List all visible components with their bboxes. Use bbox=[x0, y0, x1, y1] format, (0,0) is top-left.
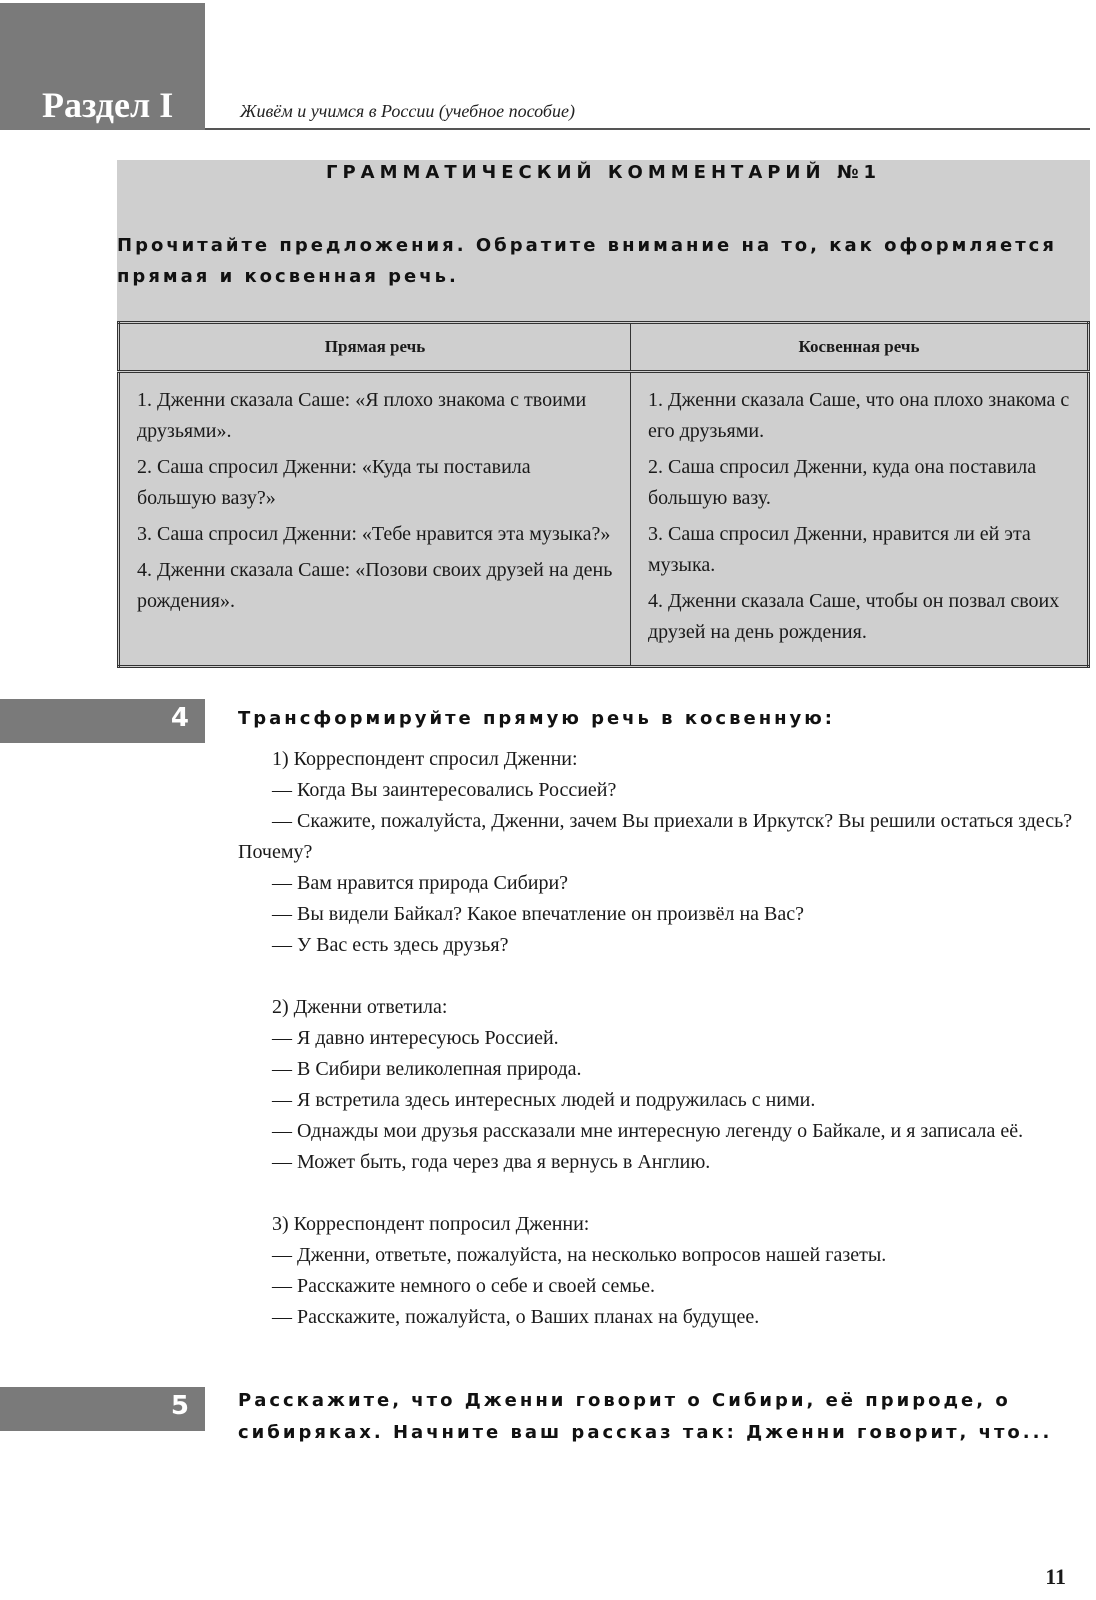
paragraph-gap bbox=[238, 1178, 1073, 1209]
column-header-indirect: Косвенная речь bbox=[631, 323, 1089, 372]
direct-item: 1. Дженни сказала Саше: «Я плохо знакома с твоими друзьями». bbox=[137, 389, 587, 442]
exercise-line: — Вы видели Байкал? Какое впечатление он произвёл на Вас? bbox=[272, 903, 805, 925]
exercise-4-tab bbox=[0, 699, 205, 743]
exercise-line: — Скажите, пожалуйста, Дженни, зачем Вы приехали в Иркутск? Вы решили остаться здесь? Почему? bbox=[238, 810, 1073, 863]
exercise-line: — Я встретила здесь интересных людей и подружилась с ними. bbox=[272, 1089, 816, 1111]
grammar-commentary-box bbox=[117, 160, 1090, 668]
exercise-line: — Может быть, года через два я вернусь в Англию. bbox=[272, 1151, 711, 1173]
exercise-4-number: 4 bbox=[170, 703, 189, 733]
exercise-line: 3) Корреспондент попросил Дженни: bbox=[272, 1213, 590, 1235]
indirect-item: 3. Саша спросил Дженни, нравится ли ей эта музыка. bbox=[648, 523, 1031, 576]
exercise-line: 1) Корреспондент спросил Дженни: bbox=[272, 748, 578, 770]
exercise-5-title: Расскажите, что Дженни говорит о Сибири, её природе, о сибиряках. Начните ваш рассказ так: Дженни говорит, что... bbox=[238, 1390, 1053, 1443]
indirect-speech-cell bbox=[631, 372, 1089, 667]
page-number: 11 bbox=[1045, 1564, 1066, 1589]
direct-speech-cell bbox=[119, 372, 631, 667]
speech-comparison-table bbox=[117, 321, 1090, 668]
column-header-direct: Прямая речь bbox=[119, 323, 631, 372]
exercise-5-tab bbox=[0, 1387, 205, 1431]
exercise-line: 2) Дженни ответила: bbox=[272, 996, 448, 1018]
direct-item: 2. Саша спросил Дженни: «Куда ты поставила большую вазу?» bbox=[137, 456, 531, 509]
exercise-line: — Дженни, ответьте, пожалуйста, на несколько вопросов нашей газеты. bbox=[272, 1244, 887, 1266]
exercise-line: — Однажды мои друзья рассказали мне интересную легенду о Байкале, и я записала её. bbox=[272, 1120, 1024, 1142]
header-subtitle: Живём и учимся в России (учебное пособие) bbox=[240, 101, 575, 121]
direct-item: 4. Дженни сказала Саше: «Позови своих друзей на день рождения». bbox=[137, 559, 613, 612]
section-label: Раздел I bbox=[42, 85, 174, 125]
exercise-line: — Расскажите, пожалуйста, о Ваших планах на будущее. bbox=[272, 1306, 760, 1328]
exercise-5-number: 5 bbox=[170, 1391, 189, 1421]
exercise-4-title: Трансформируйте прямую речь в косвенную: bbox=[238, 708, 835, 729]
exercise-line: — В Сибири великолепная природа. bbox=[272, 1058, 582, 1080]
exercise-line: — Когда Вы заинтересовались Россией? bbox=[272, 779, 617, 801]
grammar-title: ГРАММАТИЧЕСКИЙ КОММЕНТАРИЙ №1 bbox=[325, 162, 882, 183]
indirect-item: 1. Дженни сказала Саше, что она плохо знакома с его друзьями. bbox=[648, 389, 1070, 442]
indirect-item: 2. Саша спросил Дженни, куда она поставила большую вазу. bbox=[648, 456, 1037, 509]
exercise-4-body bbox=[238, 744, 1073, 1333]
exercise-line: — Вам нравится природа Сибири? bbox=[272, 872, 569, 894]
grammar-instruction: Прочитайте предложения. Обратите внимание на то, как оформляется прямая и косвенная речь. bbox=[117, 235, 1057, 287]
header-rule bbox=[205, 128, 1090, 130]
exercise-line: — Я давно интересуюсь Россией. bbox=[272, 1027, 559, 1049]
section-tab bbox=[0, 3, 205, 130]
paragraph-gap bbox=[238, 961, 1073, 992]
indirect-item: 4. Дженни сказала Саше, чтобы он позвал своих друзей на день рождения. bbox=[648, 590, 1060, 643]
exercise-line: — У Вас есть здесь друзья? bbox=[272, 934, 509, 956]
direct-item: 3. Саша спросил Дженни: «Тебе нравится эта музыка?» bbox=[137, 523, 611, 545]
exercise-line: — Расскажите немного о себе и своей семье. bbox=[272, 1275, 655, 1297]
